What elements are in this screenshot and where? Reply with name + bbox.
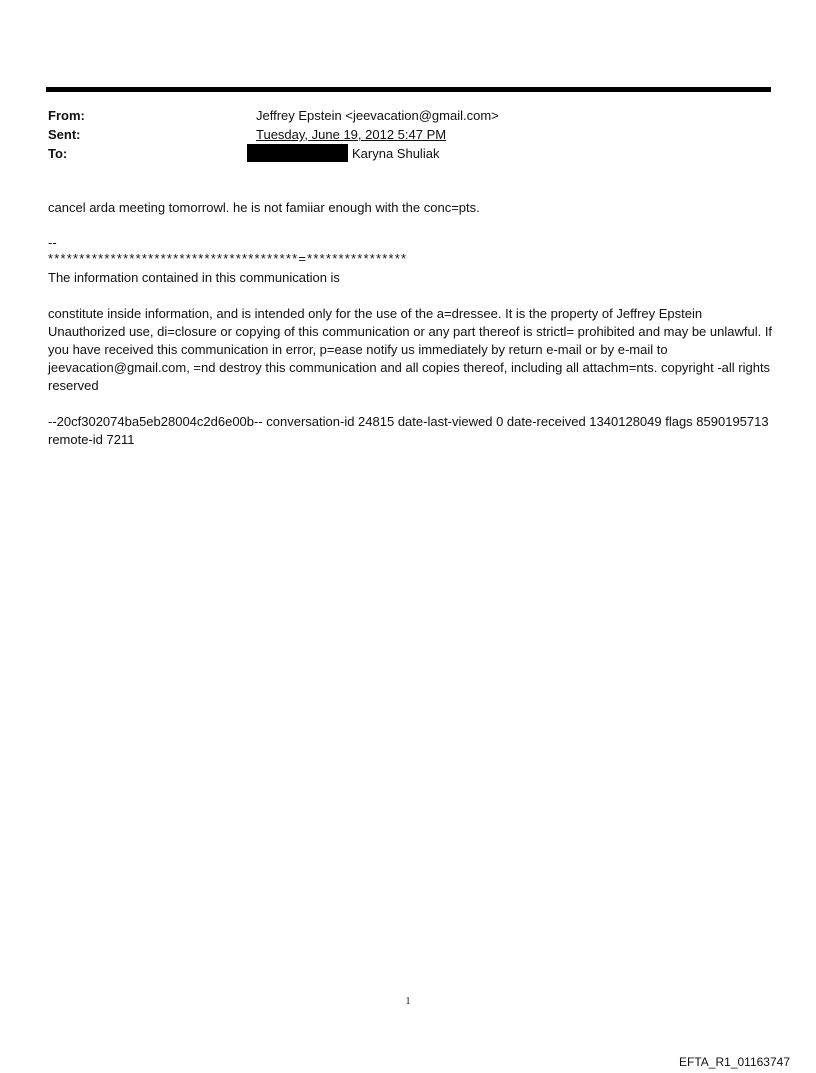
message-metadata: --20cf302074ba5eb28004c2d6e00b-- conversation-id 24815 date-last-viewed 0 date-received 1340128049 flags 8590195713 remote-id 7211 [48, 414, 769, 447]
sent-label: Sent: [48, 127, 81, 142]
to-value: Karyna Shuliak [352, 146, 440, 161]
message-text: cancel arda meeting tomorrowl. he is not famiiar enough with the conc=pts. [48, 200, 480, 215]
disclaimer-intro: The information contained in this communication is [48, 270, 340, 285]
from-label: From: [48, 108, 85, 123]
header-divider [46, 87, 771, 92]
from-value: Jeffrey Epstein <jeevacation@gmail.com> [256, 108, 499, 123]
page-number: 1 [405, 996, 411, 1007]
sent-value: Tuesday, June 19, 2012 5:47 PM [256, 127, 447, 142]
signature-stars: ****************************************=**************** [48, 251, 408, 266]
disclaimer-paragraph: constitute inside information, and is intended only for the use of the a=dressee. It is the property of Jeffrey Epstein Unauthorized use, di=closure or copying of this communication or any part thereof is strictl= prohibited and may be unlawful. If you have received this communication in error, p=ease notify us immediately by return e-mail or by e-mail to jeevacation@gmail.com, =nd destroy this communication and all copies thereof, including all attachm=nts. copyright -all rights reserved [48, 306, 773, 393]
to-label: To: [48, 146, 68, 161]
redaction-box [247, 144, 348, 162]
signature-dashes: -- [48, 235, 57, 250]
document-id: EFTA_R1_01163747 [679, 1055, 790, 1069]
